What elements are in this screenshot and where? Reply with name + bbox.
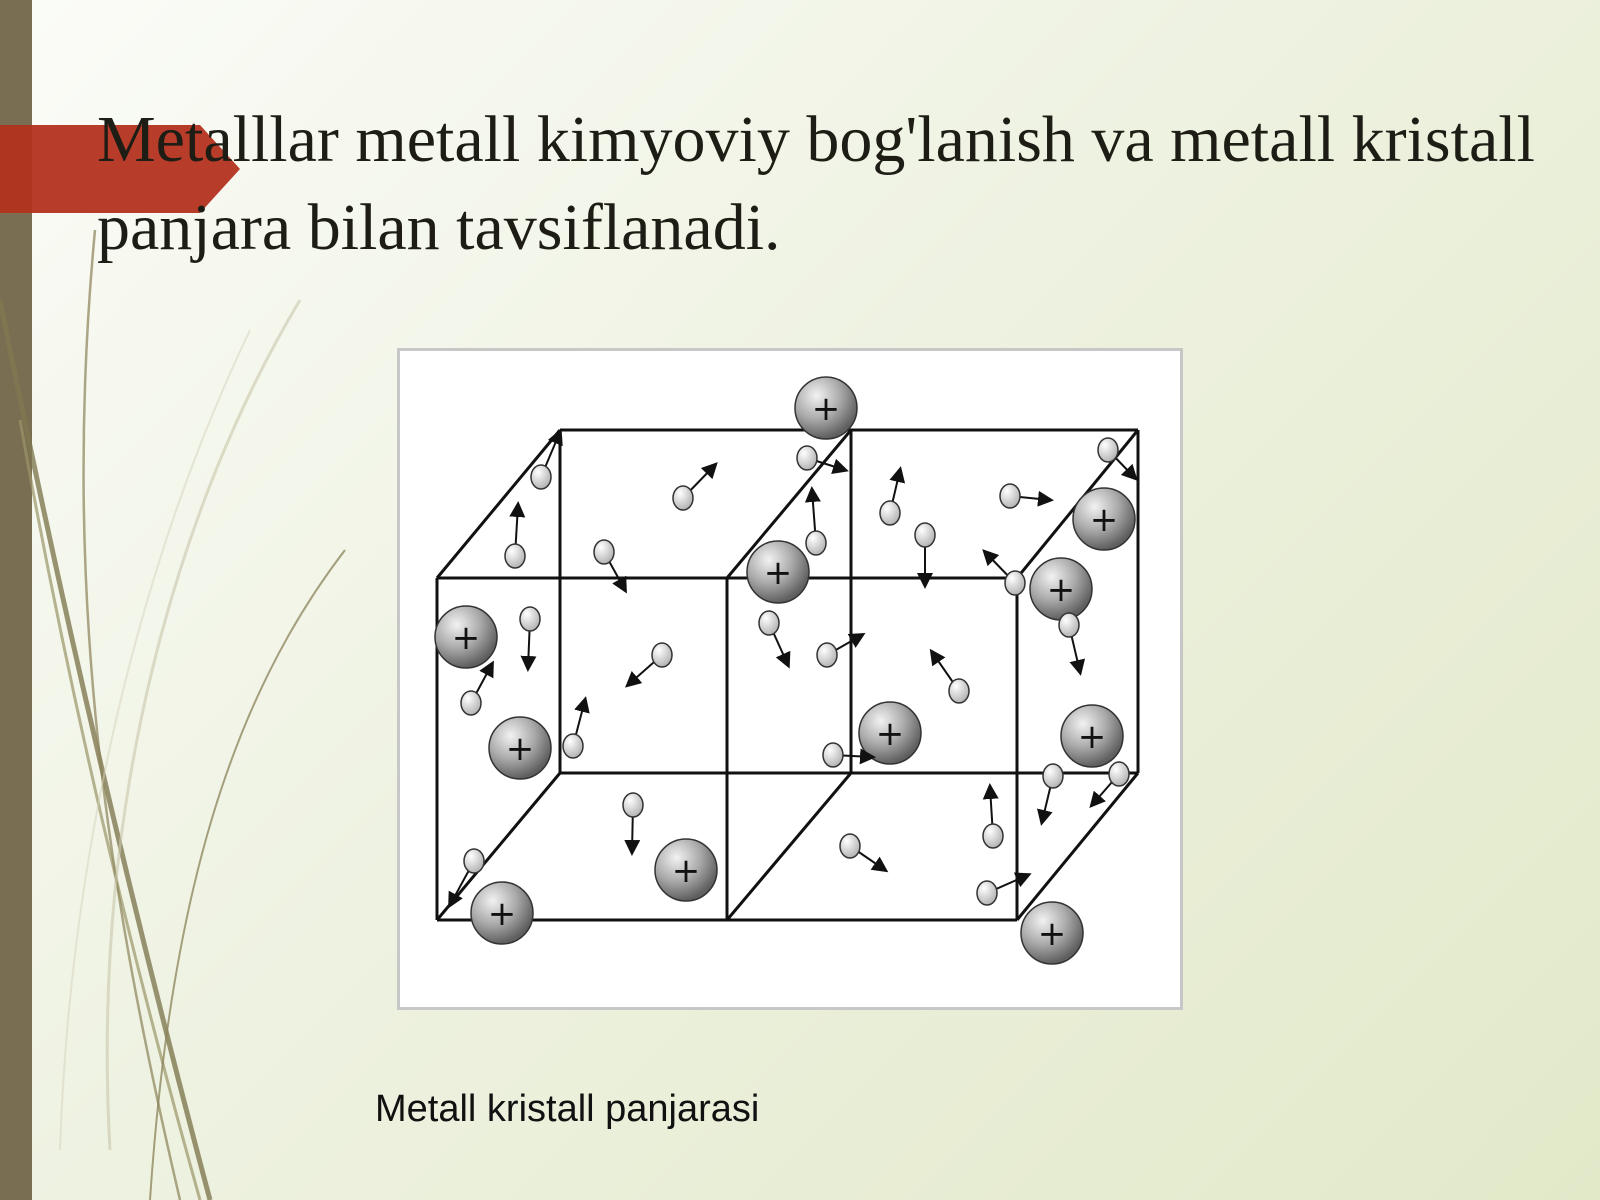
ion-charge-label: + xyxy=(671,851,701,891)
free-electron xyxy=(1000,484,1020,508)
free-electron xyxy=(1043,764,1063,788)
free-electron xyxy=(464,849,484,873)
ion-charge-label: + xyxy=(875,714,905,754)
metal-crystal-lattice-diagram xyxy=(400,351,1180,1007)
free-electron xyxy=(915,523,935,547)
free-electron xyxy=(531,465,551,489)
free-electron xyxy=(823,743,843,767)
free-electron xyxy=(1098,438,1118,462)
free-electron xyxy=(652,643,672,667)
free-electron xyxy=(797,446,817,470)
free-electron xyxy=(977,881,997,905)
ion-charge-label: + xyxy=(451,618,481,658)
free-electron xyxy=(520,607,540,631)
ion-charge-label: + xyxy=(1046,570,1076,610)
slide-title: Metalllar metall kimyoviy bog'lanish va metall kristall panjara bilan tavsiflanadi. xyxy=(97,103,1535,264)
free-electron xyxy=(759,611,779,635)
free-electron xyxy=(505,544,525,568)
ion-charge-label: + xyxy=(763,553,793,593)
ion-charge-label: + xyxy=(1077,717,1107,757)
figure-caption: Metall kristall panjarasi xyxy=(375,1088,760,1130)
ion-charge-label: + xyxy=(505,729,535,769)
lattice-edge xyxy=(1017,773,1138,920)
free-electron xyxy=(623,793,643,817)
ion-charge-label: + xyxy=(1037,914,1067,954)
free-electron xyxy=(880,501,900,525)
ion-charge-label: + xyxy=(811,389,841,429)
lattice-figure xyxy=(397,348,1183,1010)
free-electron xyxy=(1059,613,1079,637)
free-electron xyxy=(1005,571,1025,595)
free-electron xyxy=(673,486,693,510)
free-electron xyxy=(1109,762,1129,786)
ion-charge-label: + xyxy=(487,894,517,934)
free-electron xyxy=(461,691,481,715)
ion-charge-label: + xyxy=(1089,500,1119,540)
free-electron xyxy=(563,734,583,758)
lattice-edge xyxy=(437,430,560,578)
free-electron xyxy=(983,824,1003,848)
free-electron xyxy=(594,540,614,564)
lattice-edge xyxy=(727,773,851,920)
free-electron xyxy=(840,834,860,858)
free-electron xyxy=(817,643,837,667)
free-electron xyxy=(949,679,969,703)
free-electron xyxy=(806,531,826,555)
